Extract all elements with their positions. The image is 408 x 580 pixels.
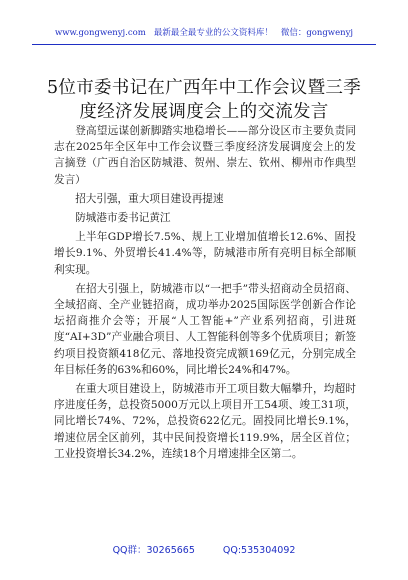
body-paragraph: 在招大引强上，防城港市以“一把手”带头招商动全员招商、全域招商、全产业链招商，成功举办2025国际医学创新合作论坛招商推介会等；开展“人工智能+”产业系列招商，引进斑度“AI+3D”产业融合项目、人工智能科创等多个优质项目；新签约项目投资额418亿元、落地投资完成额169亿元，分别完成全年目标任务的63%和60%，同比增长24%和47%。 [54, 282, 356, 376]
header-divider [32, 44, 376, 45]
site-slogan: 最新最全最专业的公文资料库！ [153, 28, 273, 38]
site-footer [0, 545, 408, 557]
wechat-contact: 微信：gongwenyj [280, 28, 354, 38]
speaker-line: 防城港市委书记黄江 [75, 212, 171, 225]
document-title: 5位市委书记在广西年中工作会议暨三季度经济发展调度会上的交流发言 [46, 78, 362, 122]
qq-contact: QQ:535304092 [222, 545, 296, 556]
body-paragraph: 上半年GDP增长7.5%、规上工业增加值增长12.6%、固投增长9.1%、外贸增长41.4%等，防城港市所有亮明目标全部顺利实现。 [54, 231, 356, 276]
site-url-link[interactable]: www.gongwenyj.com [54, 28, 146, 38]
section-heading: 招大引强，重大项目建设再提速 [75, 192, 224, 205]
body-paragraph: 在重大项目建设上，防城港市开工项目数大幅攀升，均超时序进度任务，总投资5000万元以上项目开工54项、竣工31项，同比增长74%、72%，总投资622亿元。固投同比增长9.1%，增速位居全区前列，其中民间投资增长119.9%，居全区首位；工业投资增长34.2%，连续18个月增速排全区第二。 [54, 383, 356, 460]
site-header [0, 27, 408, 39]
qq-group-contact: QQ群：30265665 [112, 545, 195, 556]
body-paragraph-intro: 登高望远谋创新脚踏实地稳增长——部分设区市主要负责同志在2025年全区年中工作会议暨三季度经济发展调度会上的发言摘登（广西自治区防城港、贺州、崇左、钦州、柳州市作典型发言） [54, 125, 356, 186]
document-body [54, 123, 356, 462]
